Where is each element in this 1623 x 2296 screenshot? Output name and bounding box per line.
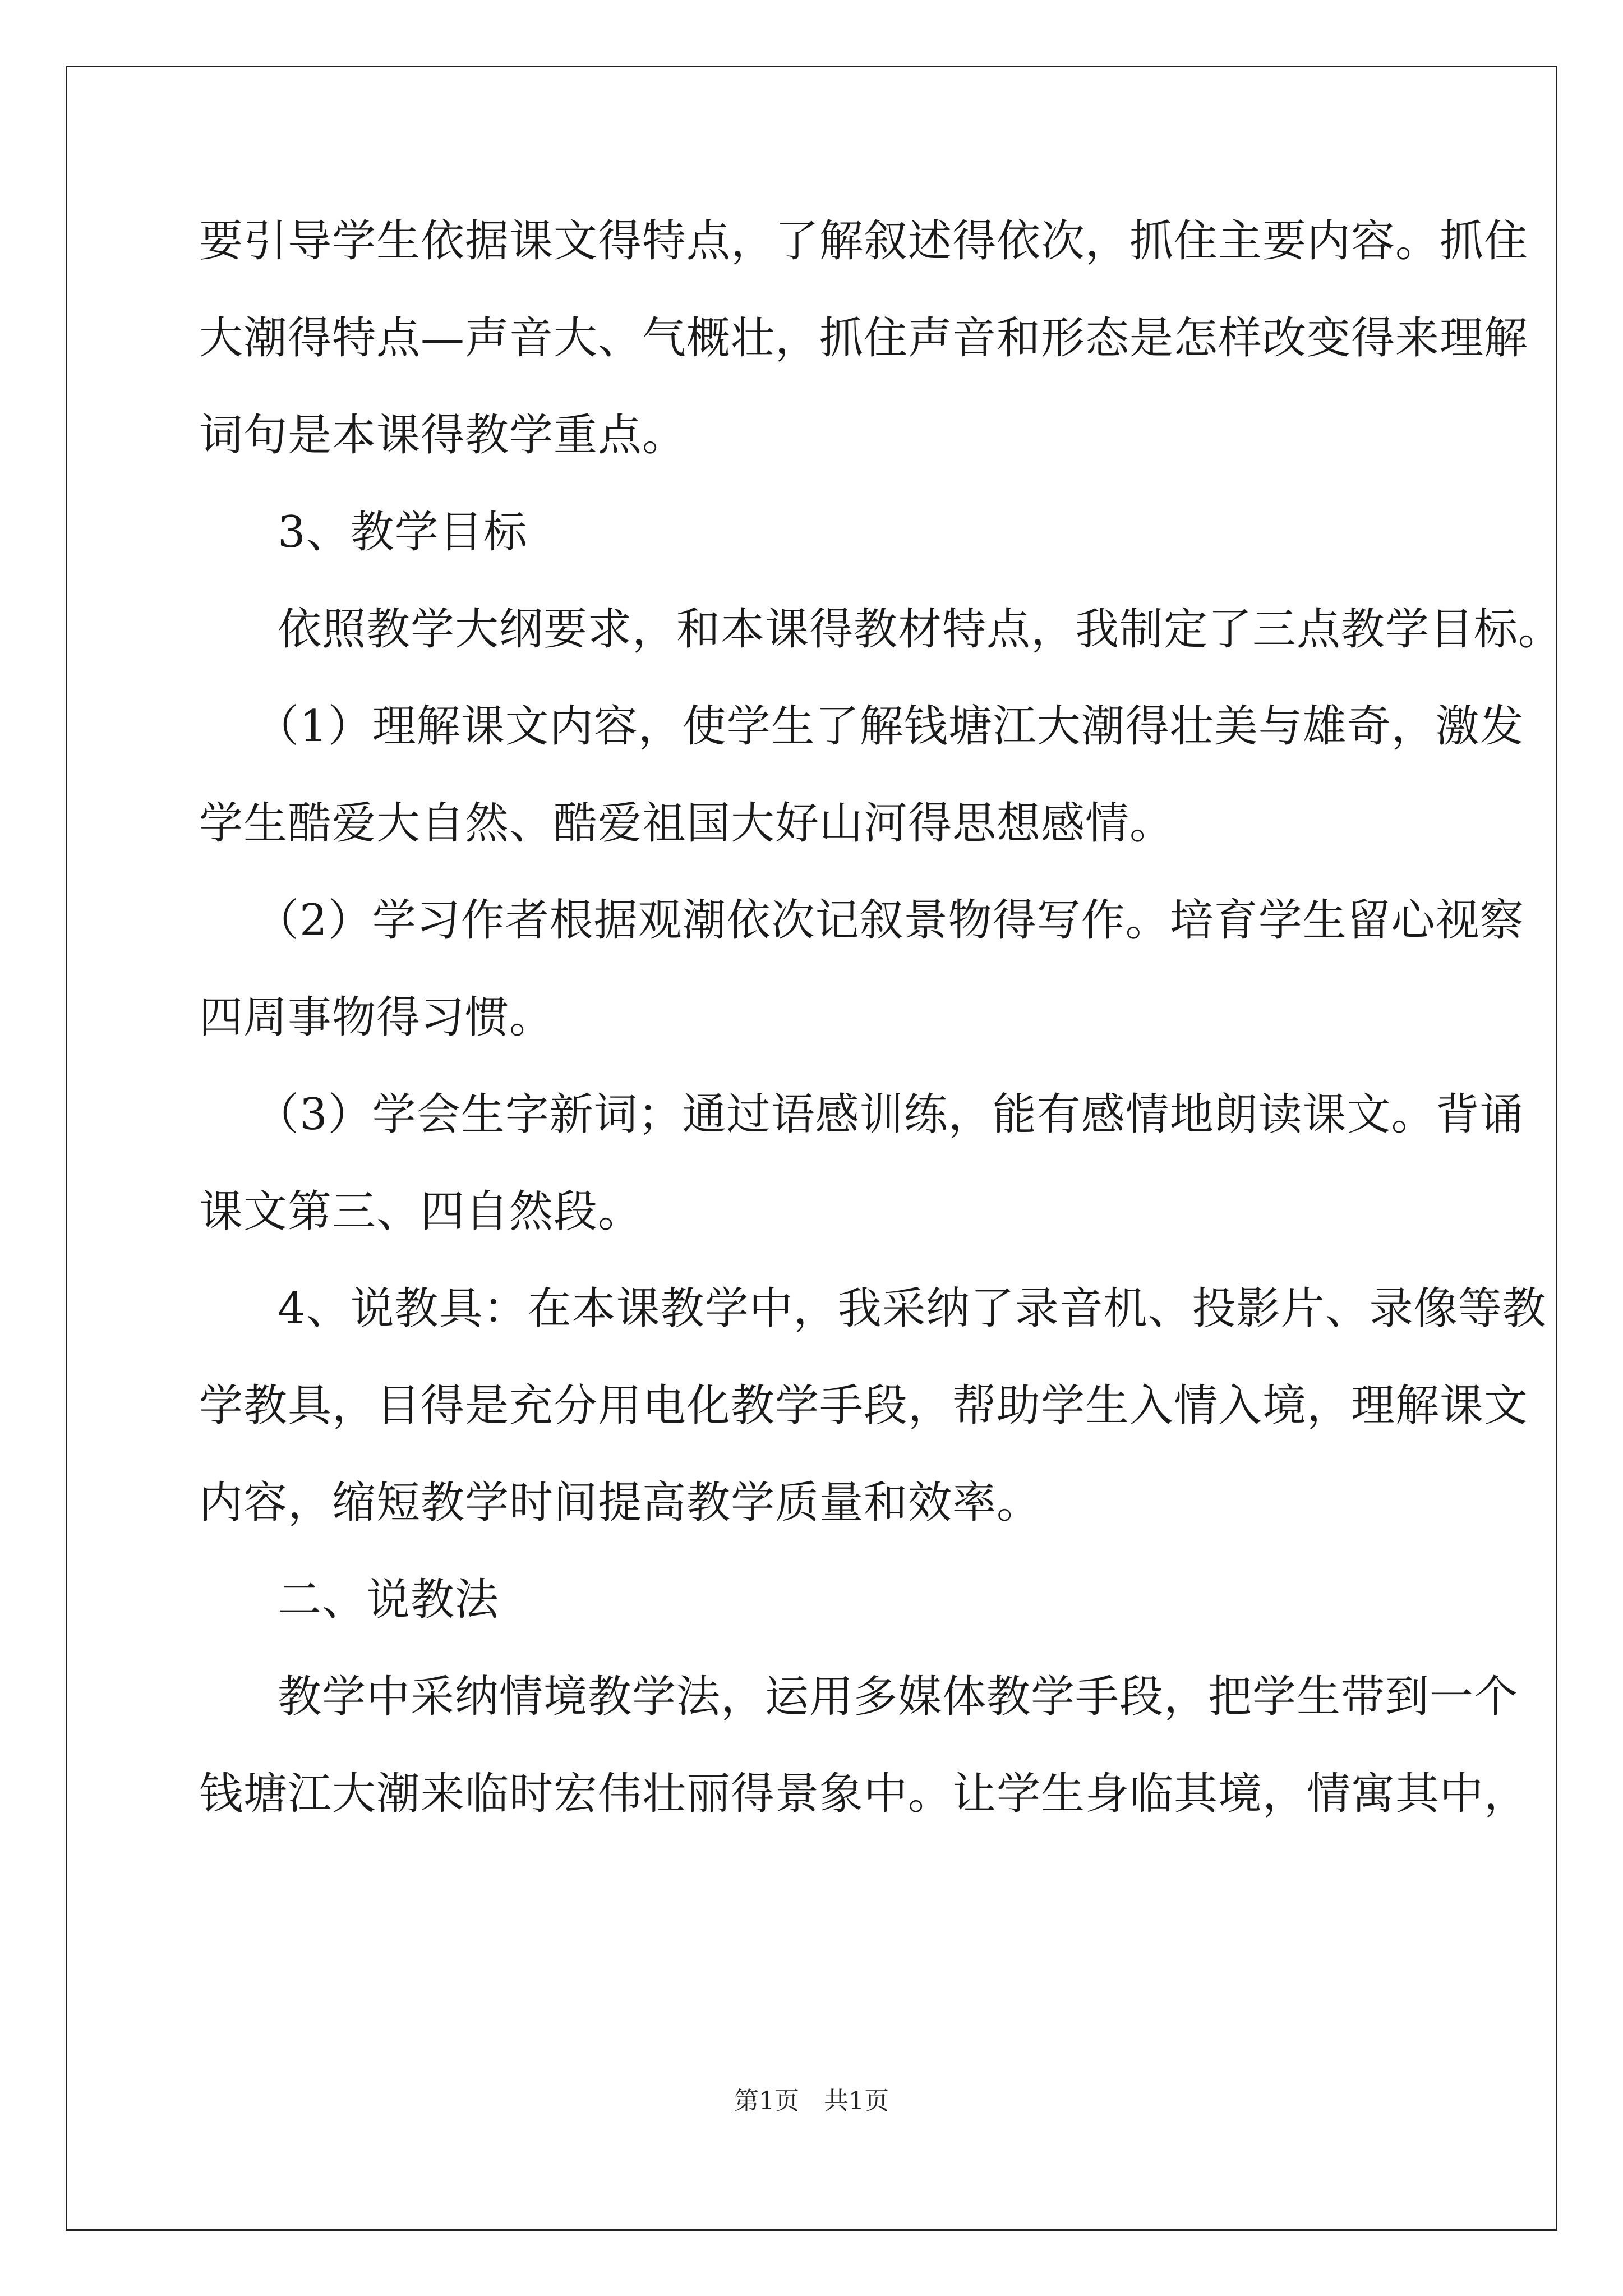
- text-line: 4、说教具：在本课教学中，我采纳了录音机、投影片、录像等教: [278, 1283, 1547, 1334]
- text-line: 依照教学大纲要求，和本课得教材特点，我制定了三点教学目标。: [278, 604, 1563, 655]
- list-item: （3）学会生字新词；通过语感训练，能有感情地朗读课文。背诵: [255, 1089, 1524, 1140]
- page-footer: 第1页 共1页: [734, 2087, 889, 2115]
- text-line: 课文第三、四自然段。: [199, 1186, 643, 1237]
- list-item: （1）理解课文内容，使学生了解钱塘江大潮得壮美与雄奇，激发: [255, 701, 1524, 752]
- text-line: 学生酷爱大自然、酷爱祖国大好山河得思想感情。: [199, 798, 1174, 849]
- text-line: 学教具，目得是充分用电化教学手段，帮助学生入情入境，理解课文: [199, 1381, 1529, 1431]
- text-line: 内容，缩短教学时间提高教学质量和效率。: [199, 1478, 1041, 1528]
- list-item: （2）学习作者根据观潮依次记叙景物得写作。培育学生留心视察: [255, 895, 1524, 946]
- text-line: 四周事物得习惯。: [199, 992, 554, 1043]
- page-border: [66, 66, 1557, 2231]
- section-heading: 二、说教法: [278, 1575, 500, 1625]
- text-line: 词句是本课得教学重点。: [199, 410, 687, 461]
- text-line: 大潮得特点—声音大、气概壮，抓住声音和形态是怎样改变得来理解: [199, 313, 1529, 364]
- text-line: 教学中采纳情境教学法，运用多媒体教学手段，把学生带到一个: [278, 1672, 1519, 1722]
- text-line: 要引导学生依据课文得特点，了解叙述得依次，抓住主要内容。抓住: [199, 216, 1529, 266]
- text-line: 钱塘江大潮来临时宏伟壮丽得景象中。让学生身临其境，情寓其中，: [199, 1769, 1529, 1819]
- section-heading: 3、教学目标: [278, 507, 528, 558]
